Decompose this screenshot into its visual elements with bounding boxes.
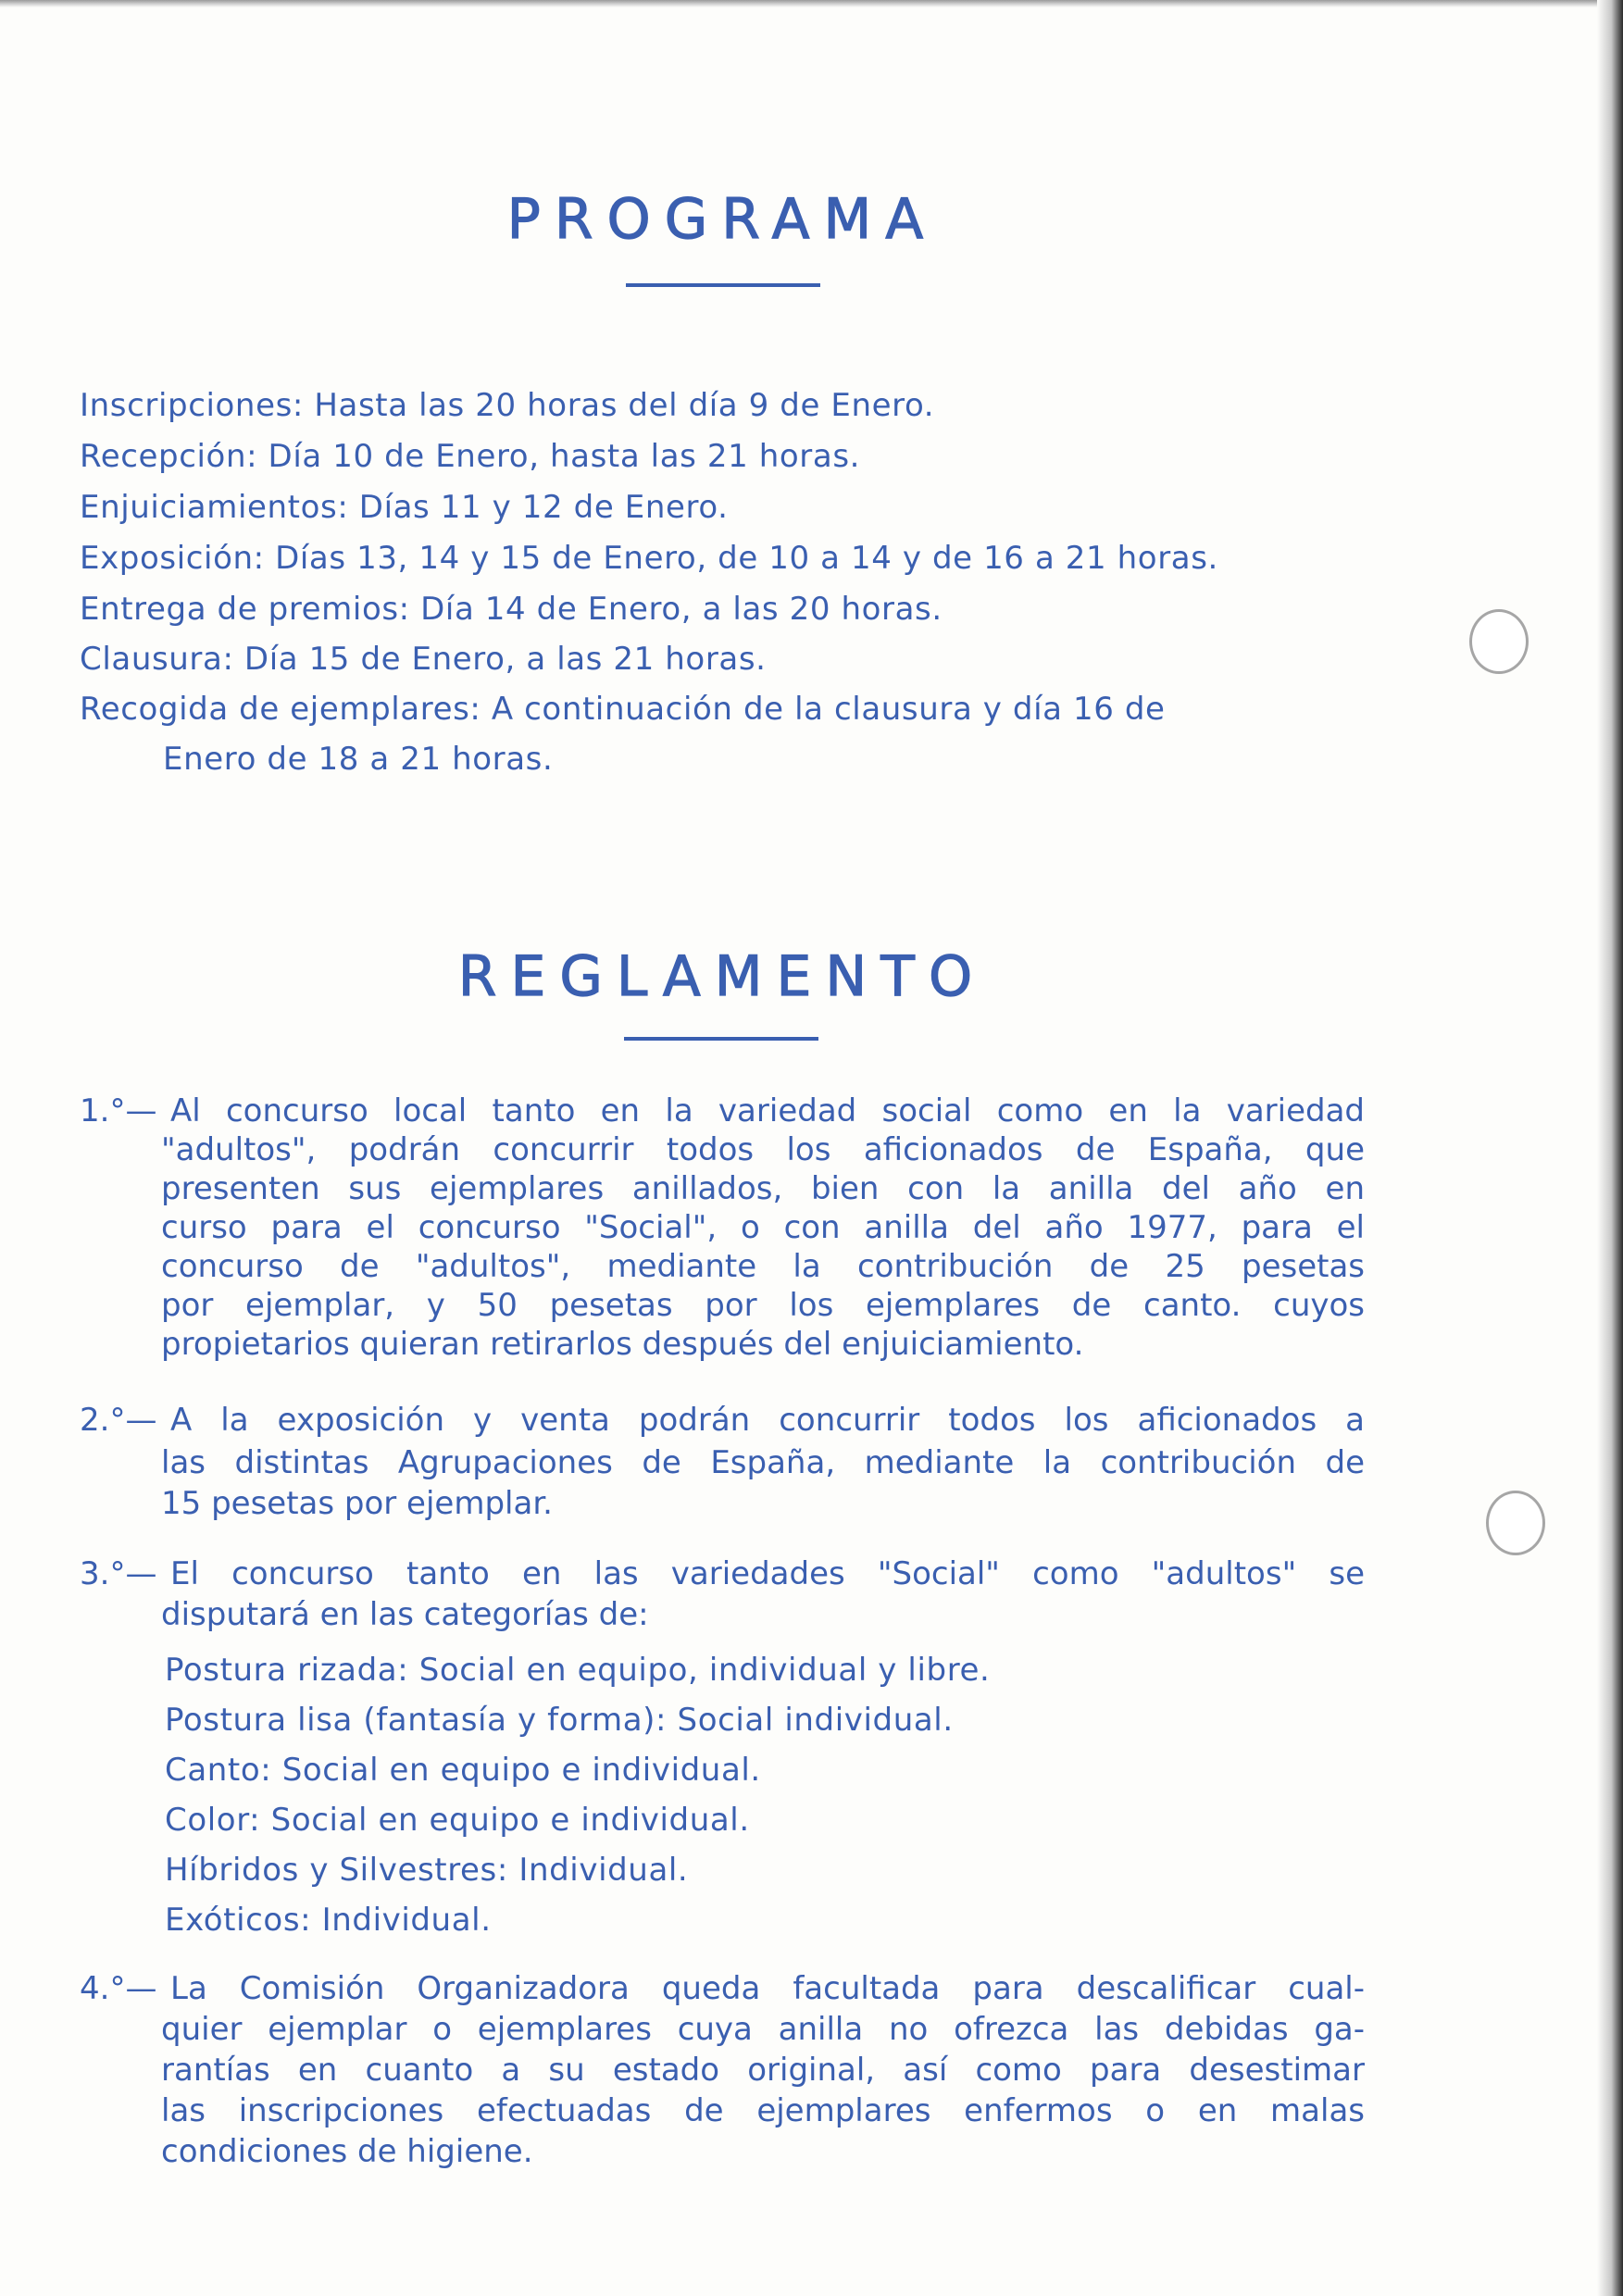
- article-1-number: 1.°—: [80, 1092, 157, 1129]
- page-top-edge: [0, 0, 1623, 7]
- programa-heading: PROGRAMA: [506, 187, 938, 252]
- article-1-line: propietarios quieran retirarlos después del enjuiciamiento.: [161, 1326, 1084, 1363]
- article-3-category: Postura lisa (fantasía y forma): Social individual.: [165, 1702, 954, 1739]
- article-4-line: rantías en cuanto a su estado original, así como para desestimar: [161, 2052, 1365, 2089]
- article-4-line: condiciones de higiene.: [161, 2133, 533, 2170]
- programa-item-entrega-premios: Entrega de premios: Día 14 de Enero, a las 20 horas.: [80, 591, 943, 628]
- programa-item-recepcion: Recepción: Día 10 de Enero, hasta las 21 horas.: [80, 438, 861, 475]
- article-4-line: La Comisión Organizadora queda facultada para descalificar cual-: [170, 1970, 1365, 2007]
- article-3-category: Híbridos y Silvestres: Individual.: [165, 1852, 689, 1889]
- programa-item-clausura: Clausura: Día 15 de Enero, a las 21 horas.: [80, 641, 767, 678]
- article-3-category: Color: Social en equipo e individual.: [165, 1802, 750, 1839]
- article-3-line: El concurso tanto en las variedades "Social" como "adultos" se: [170, 1555, 1365, 1592]
- programa-item-recogida: Recogida de ejemplares: A continuación de la clausura y día 16 de: [80, 691, 1166, 728]
- binder-punch-hole-upper: [1469, 609, 1529, 674]
- article-1-line: por ejemplar, y 50 pesetas por los ejemplares de canto. cuyos: [161, 1287, 1365, 1324]
- article-1-line: presenten sus ejemplares anillados, bien con la anilla del año en: [161, 1170, 1365, 1207]
- article-4-line: las inscripciones efectuadas de ejemplares enfermos o en malas: [161, 2092, 1365, 2129]
- article-2-number: 2.°—: [80, 1402, 157, 1439]
- article-4-line: quier ejemplar o ejemplares cuya anilla no ofrezca las debidas ga-: [161, 2011, 1365, 2048]
- programa-item-exposicion: Exposición: Días 13, 14 y 15 de Enero, de 10 a 14 y de 16 a 21 horas.: [80, 540, 1218, 577]
- article-4-number: 4.°—: [80, 1970, 157, 2007]
- article-2-line: 15 pesetas por ejemplar.: [161, 1485, 553, 1522]
- reglamento-heading: REGLAMENTO: [457, 944, 987, 1009]
- article-1-line: "adultos", podrán concurrir todos los aficionados de España, que: [161, 1131, 1365, 1168]
- programa-underline: [626, 283, 820, 287]
- article-2-line: A la exposición y venta podrán concurrir todos los aficionados a: [170, 1402, 1365, 1439]
- page-right-edge: [1597, 0, 1623, 2296]
- reglamento-underline: [624, 1037, 818, 1041]
- article-3-number: 3.°—: [80, 1555, 157, 1592]
- article-3-category: Exóticos: Individual.: [165, 1902, 492, 1939]
- article-1-line: curso para el concurso "Social", o con anilla del año 1977, para el: [161, 1209, 1365, 1246]
- article-3-line: disputará en las categorías de:: [161, 1596, 649, 1633]
- article-1-line: Al concurso local tanto en la variedad social como en la variedad: [170, 1092, 1365, 1129]
- programa-item-recogida-continuation: Enero de 18 a 21 horas.: [163, 741, 554, 778]
- article-3-category: Canto: Social en equipo e individual.: [165, 1752, 761, 1789]
- programa-item-enjuiciamientos: Enjuiciamientos: Días 11 y 12 de Enero.: [80, 489, 729, 526]
- article-1-line: concurso de "adultos", mediante la contribución de 25 pesetas: [161, 1248, 1365, 1285]
- article-2-line: las distintas Agrupaciones de España, mediante la contribución de: [161, 1444, 1365, 1481]
- article-3-category: Postura rizada: Social en equipo, individual y libre.: [165, 1652, 991, 1689]
- programa-item-inscripciones: Inscripciones: Hasta las 20 horas del día 9 de Enero.: [80, 387, 935, 424]
- binder-punch-hole-lower: [1486, 1491, 1545, 1555]
